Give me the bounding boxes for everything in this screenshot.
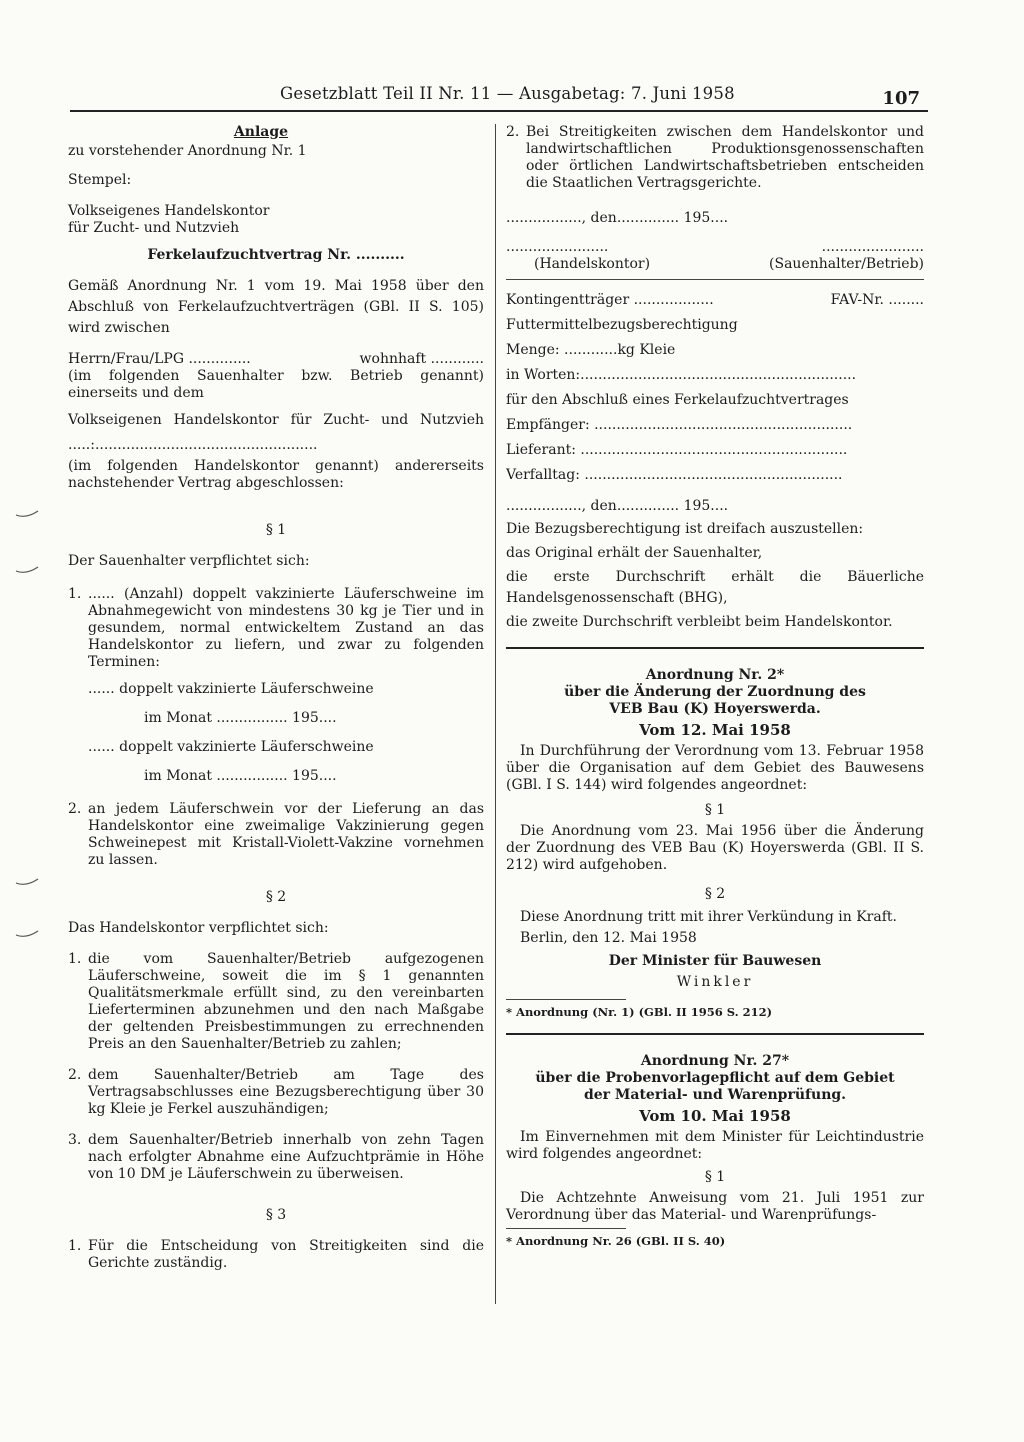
intro-paragraph: [68, 276, 484, 339]
margin-mark-icon: [14, 566, 40, 574]
bezug-line-1: Die Bezugsberechtigung ist dreifach auszustellen:: [506, 521, 864, 537]
empfaenger-field: Empfänger: ..........................................................: [506, 417, 853, 433]
party-name-field: Herrn/Frau/LPG ..............: [68, 351, 251, 367]
section-2-item-1: [68, 951, 484, 1053]
page-number: 107: [882, 88, 920, 109]
anordnung-2-title-2: über die Änderung der Zuordnung des: [564, 684, 866, 700]
item-number: 1.: [68, 1238, 82, 1254]
section-1-intro: Der Sauenhalter verpflichtet sich:: [68, 553, 310, 569]
stempel-label: Stempel:: [68, 172, 132, 188]
anordnung-27-section-1: § 1: [704, 1169, 726, 1185]
item-text: Für die Entscheidung von Streitigkeiten sind die Gerichte zuständig.: [88, 1238, 484, 1271]
item-text: dem Sauenhalter/Betrieb am Tage des Vertragsabschlusses eine Bezugsberechtigung über 30 kg Kleie je Ferkel auszuhändigen;: [88, 1067, 484, 1117]
item-text: die vom Sauenhalter/Betrieb aufgezogenen Läuferschweine, soweit die im § 1 genannten Qualitätsmerkmale erfüllt sind, zu den vereinbarten Lieferterminen abzunehmen und den nach Maßgabe der geltenden Preisbestimmungen zu errechnenden Preis an den Sauenhalter/Betrieb zu zahlen;: [88, 951, 484, 1052]
anordnung-2-title-1: Anordnung Nr. 2*: [645, 667, 785, 683]
anordnung-27-intro: Im Einvernehmen mit dem Minister für Leichtindustrie wird folgendes angeordnet:: [506, 1129, 924, 1162]
anordnung-27-section-1-text: Die Achtzehnte Anweisung vom 21. Juli 1951 zur Verordnung über das Material- und Warenprüfungs-: [506, 1190, 924, 1223]
anordnung-2-section-1-text: Die Anordnung vom 23. Mai 1956 über die Änderung der Zuordnung des VEB Bau (K) Hoyerswerda (GBl. II S. 212) wird aufgehoben.: [506, 823, 924, 873]
section-2-item-2: [68, 1067, 484, 1118]
margin-mark-icon: [14, 878, 40, 886]
org-line-1: Volkseigenes Handelskontor: [68, 203, 270, 219]
minister-title: Der Minister für Bauwesen: [608, 953, 822, 969]
date-line-1: ................., den.............. 195....: [506, 210, 729, 226]
item-number: 2.: [68, 801, 82, 817]
intro-line-2: Abschluß von Ferkelaufzuchtverträgen (GBl. II S. 105): [68, 299, 484, 315]
column-divider: [495, 124, 496, 1304]
right-column: [506, 124, 924, 1250]
anordnung-27-title-2: über die Probenvorlagepflicht auf dem Gebiet: [535, 1070, 895, 1086]
futtermittel-heading: Futtermittelbezugsberechtigung: [506, 317, 738, 333]
anordnung-2-title-3: VEB Bau (K) Hoyerswerda.: [609, 701, 821, 717]
section-1-item-1: [68, 586, 484, 671]
section-3-item-1: [68, 1238, 484, 1272]
section-1-heading: § 1: [265, 522, 287, 538]
item-number: 1.: [68, 951, 82, 967]
kontingent-field: Kontingentträger ..................: [506, 292, 714, 308]
signature-sauenhalter: (Sauenhalter/Betrieb): [769, 256, 924, 272]
signature-dots: [506, 239, 924, 256]
item-number: 3.: [68, 1132, 82, 1148]
anlage-heading: Anlage: [233, 124, 289, 140]
intro-line-1: Gemäß Anordnung Nr. 1 vom 19. Mai 1958 über den: [68, 278, 484, 294]
item-number: 2.: [68, 1067, 82, 1083]
intro-line-3: wird zwischen: [68, 320, 170, 336]
footnote-rule: [506, 999, 626, 1000]
header-rule: [70, 110, 928, 112]
month-line-1: im Monat ................ 195....: [144, 710, 337, 726]
anordnung-2-place-date: Berlin, den 12. Mai 1958: [520, 930, 697, 946]
term-line-2: ...... doppelt vakzinierte Läuferschweine: [88, 739, 374, 755]
footnote-rule: [506, 1228, 626, 1229]
anlage-reference: zu vorstehender Anordnung Nr. 1: [68, 143, 307, 159]
anordnung-2-section-2-text: Diese Anordnung tritt mit ihrer Verkündung in Kraft.: [520, 909, 897, 925]
term-line-1: ...... doppelt vakzinierte Läuferschweine: [88, 681, 374, 697]
bezug-line-2: das Original erhält der Sauenhalter,: [506, 545, 763, 561]
anordnung-2-section-2: § 2: [704, 886, 726, 902]
margin-mark-icon: [14, 510, 40, 518]
section-3-heading: § 3: [265, 1207, 287, 1223]
anordnung-2-date: Vom 12. Mai 1958: [639, 721, 791, 739]
menge-field: Menge: ............kg Kleie: [506, 342, 676, 358]
signature-dots-left: .......................: [506, 239, 609, 255]
header-title: Gesetzblatt Teil II Nr. 11 — Ausgabetag: 7. Juni 1958: [280, 84, 735, 103]
signature-handelskontor: (Handelskontor): [534, 256, 651, 272]
bezug-line-3: die erste Durchschrift erhält die Bäuerliche Handelsgenossenschaft (BHG),: [506, 569, 924, 606]
handelskontor-clause: (im folgenden Handelskontor genannt) andererseits nachstehender Vertrag abgeschlossen:: [68, 458, 484, 491]
handelskontor-name: Volkseigenen Handelskontor für Zucht- und Nutzvieh: [68, 412, 484, 428]
page-header: [70, 84, 930, 110]
sauenhalter-clause: (im folgenden Sauenhalter bzw. Betrieb genannt) einerseits und dem: [68, 368, 484, 401]
left-column: [68, 124, 484, 1272]
item-text: Bei Streitigkeiten zwischen dem Handelskontor und landwirtschaftlichen Produktionsgenossenschaften oder örtlichen Landwirtschaftsbetrieben entscheiden die Staatlichen Vertragsgerichte.: [526, 124, 924, 191]
month-line-2: im Monat ................ 195....: [144, 768, 337, 784]
margin-mark-icon: [14, 930, 40, 938]
anordnung-27-footnote: * Anordnung Nr. 26 (GBl. II S. 40): [506, 1234, 726, 1248]
section-divider: [506, 647, 924, 649]
section-3-item-2: [506, 124, 924, 192]
abschluss-line: für den Abschluß eines Ferkelaufzuchtvertrages: [506, 392, 849, 408]
lieferant-field: Lieferant: ............................................................: [506, 442, 848, 458]
dotted-line: .....:..................................................: [68, 437, 318, 453]
anordnung-2-section-1: § 1: [704, 802, 726, 818]
section-divider: [506, 1033, 924, 1035]
section-2-heading: § 2: [265, 889, 287, 905]
anordnung-2-footnote: * Anordnung (Nr. 1) (GBl. II 1956 S. 212): [506, 1005, 773, 1019]
anordnung-27-date: Vom 10. Mai 1958: [639, 1107, 791, 1125]
date-line-2: ................., den.............. 195....: [506, 498, 729, 514]
in-worten-field: in Worten:..............................................................: [506, 367, 857, 383]
section-2-intro: Das Handelskontor verpflichtet sich:: [68, 920, 329, 936]
verfalltag-field: Verfalltag: ..........................................................: [506, 467, 843, 483]
org-line-2: für Zucht- und Nutzvieh: [68, 220, 240, 236]
fav-number-field: FAV-Nr. ........: [830, 292, 924, 308]
divider-line: [506, 279, 924, 280]
section-1-item-2: [68, 801, 484, 869]
signature-dots-right: .......................: [821, 239, 924, 255]
section-2-item-3: [68, 1132, 484, 1183]
party-address-field: wohnhaft ............: [359, 351, 484, 367]
minister-name: Winkler: [676, 974, 754, 990]
item-text: dem Sauenhalter/Betrieb innerhalb von zehn Tagen nach erfolgter Abnahme eine Aufzuchtprämie in Höhe von 10 DM je Läuferschwein zu überweisen.: [88, 1132, 484, 1182]
item-number: 2.: [506, 124, 520, 140]
anordnung-2-intro: In Durchführung der Verordnung vom 13. Februar 1958 über die Organisation auf dem Gebiet des Bauwesens (GBl. I S. 144) wird folgendes angeordnet:: [506, 743, 924, 793]
kontingent-line: [506, 288, 924, 313]
anordnung-27-title-3: der Material- und Warenprüfung.: [583, 1087, 847, 1103]
item-text: ...... (Anzahl) doppelt vakzinierte Läuferschweine im Abnahmegewicht von mindestens 30 kg je Tier und in gesundem, normal entwickeltem Zustand an das Handelskontor zu liefern, und zwar zu folgenden Terminen:: [88, 586, 484, 670]
contract-title: Ferkelaufzuchtvertrag Nr. ..........: [147, 247, 405, 263]
party-line: [68, 351, 484, 368]
bezug-paragraph: [506, 519, 924, 633]
signature-labels: [506, 256, 924, 273]
item-text: an jedem Läuferschwein vor der Lieferung an das Handelskontor eine zweimalige Vakzinierung gegen Schweinepest mit Kristall-Violett-Vakzine vornehmen zu lassen.: [88, 801, 484, 868]
bezug-line-4: die zweite Durchschrift verbleibt beim Handelskontor.: [506, 614, 893, 630]
anordnung-27-title-1: Anordnung Nr. 27*: [640, 1053, 790, 1069]
item-number: 1.: [68, 586, 82, 602]
